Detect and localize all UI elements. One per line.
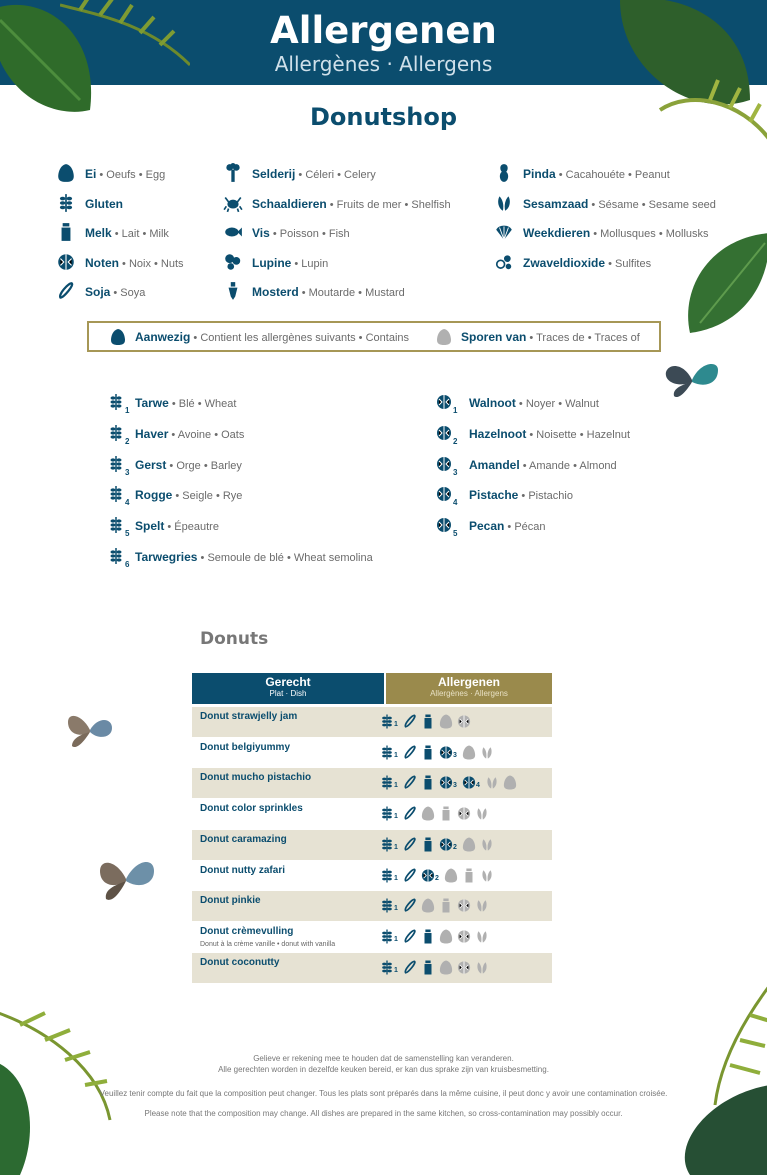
svg-text:6: 6 xyxy=(125,560,130,568)
allergen-name: Soja xyxy=(85,285,111,300)
dish-name: Donut nutty zafari xyxy=(200,864,285,876)
subscript: 1 xyxy=(394,843,398,851)
legend-traces: Sporen van • Traces de • Traces of xyxy=(461,330,640,344)
svg-text:2: 2 xyxy=(125,436,130,445)
soy-pod-icon xyxy=(403,713,417,730)
walnut-icon xyxy=(457,805,471,822)
wheat-icon xyxy=(56,193,76,213)
shell-icon xyxy=(494,222,514,242)
egg-trace-icon xyxy=(436,328,452,346)
milk-bottle-icon xyxy=(421,836,435,853)
walnut-icon xyxy=(457,713,471,730)
svg-text:5: 5 xyxy=(125,529,130,538)
dish-name: Donut crèmevulling xyxy=(200,925,294,937)
soy-pod-icon xyxy=(403,836,417,853)
sesame-icon xyxy=(475,897,489,914)
wheat-icon xyxy=(108,392,130,414)
butterfly-icon xyxy=(664,358,720,402)
table-row xyxy=(192,922,552,952)
subscript: 3 xyxy=(453,751,457,759)
legend-present: Aanwezig • Contient les allergènes suivants • Contains xyxy=(135,330,410,344)
subscript: 3 xyxy=(453,782,457,790)
sesame-icon xyxy=(485,774,499,791)
milk-bottle-icon xyxy=(439,897,453,914)
milk-bottle-icon xyxy=(421,774,435,791)
svg-text:4: 4 xyxy=(125,498,130,507)
sesame-icon xyxy=(475,928,489,945)
wheat-icon xyxy=(380,744,394,761)
milk-bottle-icon xyxy=(421,744,435,761)
allergen-name: Schaaldieren xyxy=(252,196,327,211)
soy-pod-icon xyxy=(403,959,417,976)
allergen-name: Ei xyxy=(85,167,97,181)
walnut-icon xyxy=(457,928,471,945)
egg-icon xyxy=(462,744,476,761)
subscript: 1 xyxy=(394,966,398,974)
sesame-icon xyxy=(480,836,494,853)
fish-icon xyxy=(223,222,243,242)
egg-icon xyxy=(421,897,435,914)
wheat-icon xyxy=(380,959,394,976)
wheat-icon xyxy=(108,423,130,445)
lupin-icon xyxy=(223,252,243,272)
mustard-icon xyxy=(223,281,243,301)
walnut-icon xyxy=(439,836,453,853)
walnut-icon xyxy=(436,423,458,445)
walnut-icon xyxy=(56,252,76,272)
milk-bottle-icon xyxy=(421,959,435,976)
sesame-icon xyxy=(480,744,494,761)
leaf-top-left-fern xyxy=(60,0,190,75)
walnut-icon xyxy=(436,515,458,537)
subscript: 1 xyxy=(394,935,398,943)
soy-pod-icon xyxy=(403,774,417,791)
dish-name: Donut strawjelly jam xyxy=(200,711,298,722)
table-row xyxy=(192,861,552,891)
butterfly-icon xyxy=(66,712,114,750)
milk-bottle-icon xyxy=(421,928,435,945)
sesame-icon xyxy=(475,805,489,822)
sesame-icon xyxy=(494,193,514,213)
sulfite-icon xyxy=(494,252,514,272)
table-row xyxy=(192,799,552,829)
soy-pod-icon xyxy=(403,897,417,914)
dish-name: Donut color sprinkles xyxy=(200,803,303,815)
walnut-icon xyxy=(439,744,453,761)
wheat-icon xyxy=(380,867,394,884)
wheat-icon xyxy=(380,897,394,914)
dish-name: Donut pinkie xyxy=(200,895,261,907)
leaf-bottom-right xyxy=(670,985,767,1175)
svg-text:5: 5 xyxy=(453,529,458,538)
egg-icon xyxy=(503,774,517,791)
legend-box xyxy=(87,321,661,352)
allergen-name: Melk xyxy=(85,226,112,241)
wheat-icon xyxy=(380,805,394,822)
egg-icon xyxy=(56,163,76,183)
table-row xyxy=(192,891,552,921)
footer-en: Please note that the composition may change. All dishes are prepared in the same kitchen, so cross-contamination may possibly occur. xyxy=(144,1109,623,1118)
subscript: 4 xyxy=(476,782,480,790)
soy-pod-icon xyxy=(403,805,417,822)
walnut-icon xyxy=(436,484,458,506)
wheat-icon xyxy=(108,515,130,537)
wheat-icon xyxy=(380,713,394,730)
egg-icon xyxy=(462,836,476,853)
subscript: 1 xyxy=(394,813,398,821)
footer-fr: Veuillez tenir compte du fait que la composition peut changer. Tous les plats sont préparés dans la même cuisine, il peut donc y avoir une contamination croisée. xyxy=(99,1089,668,1098)
soy-pod-icon xyxy=(403,867,417,884)
soy-pod-icon xyxy=(403,744,417,761)
allergen-name: Vis xyxy=(252,226,270,241)
wheat-icon xyxy=(108,484,130,506)
milk-bottle-icon xyxy=(462,867,476,884)
subscript: 1 xyxy=(394,905,398,913)
walnut-icon xyxy=(439,774,453,791)
page-subtitle: Allergènes · Allergens xyxy=(274,52,493,76)
egg-icon xyxy=(421,805,435,822)
svg-text:4: 4 xyxy=(453,498,458,507)
allergen-name: Gluten xyxy=(85,196,123,211)
subscript: 1 xyxy=(394,721,398,728)
subscript: 1 xyxy=(394,782,398,790)
walnut-icon xyxy=(436,454,458,476)
svg-text:1: 1 xyxy=(125,406,130,414)
table-row xyxy=(192,768,552,798)
allergen-name: Lupine xyxy=(252,255,292,270)
crab-icon xyxy=(223,193,243,213)
walnut-icon xyxy=(457,959,471,976)
egg-icon xyxy=(444,867,458,884)
allergen-name: Selderij xyxy=(252,167,296,181)
egg-icon xyxy=(439,713,453,730)
wheat-icon xyxy=(380,774,394,791)
dish-name: Donut coconutty xyxy=(200,956,280,968)
wheat-icon xyxy=(380,836,394,853)
egg-icon xyxy=(439,928,453,945)
column-header-allergens: Allergenen Allergènes · Allergens xyxy=(386,673,552,704)
allergen-name: Weekdieren xyxy=(523,226,591,241)
walnut-icon xyxy=(462,774,476,791)
dish-name: Donut mucho pistachio xyxy=(200,772,312,784)
soy-pod-icon xyxy=(56,281,76,301)
svg-text:1: 1 xyxy=(453,406,458,414)
subscript: 2 xyxy=(435,874,439,882)
table-row xyxy=(192,738,552,768)
sesame-icon xyxy=(475,959,489,976)
svg-text:2: 2 xyxy=(453,436,458,445)
page-title: Allergenen xyxy=(270,9,497,52)
wheat-icon xyxy=(108,546,130,568)
walnut-icon xyxy=(436,392,458,414)
dish-note: Donut à la crème vanille • donut with vanilla xyxy=(200,940,336,948)
butterfly-icon xyxy=(98,855,156,905)
dish-name: Donut caramazing xyxy=(200,833,287,845)
celery-icon xyxy=(223,163,243,183)
column-header-dish: Gerecht Plat · Dish xyxy=(192,673,384,704)
egg-icon xyxy=(110,328,126,346)
peanut-icon xyxy=(494,163,514,183)
table-row xyxy=(192,707,552,737)
dish-name: Donut belgiyummy xyxy=(200,741,291,753)
walnut-icon xyxy=(421,867,435,884)
soy-pod-icon xyxy=(403,928,417,945)
svg-text:3: 3 xyxy=(453,467,458,476)
allergen-name: Noten xyxy=(85,255,119,270)
leaf-bottom-left xyxy=(0,980,120,1175)
allergen-name: Mosterd xyxy=(252,285,299,300)
svg-text:3: 3 xyxy=(125,467,130,476)
allergen-name: Pinda xyxy=(523,167,556,181)
sesame-icon xyxy=(480,867,494,884)
milk-bottle-icon xyxy=(439,805,453,822)
footer-nl xyxy=(0,1053,767,1075)
egg-icon xyxy=(439,959,453,976)
leaf-right-middle xyxy=(680,228,767,338)
wheat-icon xyxy=(108,454,130,476)
table-row xyxy=(192,830,552,860)
subscript: 1 xyxy=(394,874,398,882)
allergen-name: Zwaveldioxide xyxy=(523,255,606,270)
milk-bottle-icon xyxy=(421,713,435,730)
shop-title: Donutshop xyxy=(309,103,458,131)
subscript: 1 xyxy=(394,751,398,759)
footer-text: Gelieve er rekening mee te houden dat de samenstelling kan veranderen. xyxy=(253,1054,514,1063)
allergen-name: Sesamzaad xyxy=(523,196,589,211)
milk-bottle-icon xyxy=(56,222,76,242)
footer-text: Alle gerechten worden in dezelfde keuken bereid, er kan dus sprake zijn van kruisbesmetting. xyxy=(218,1065,549,1074)
walnut-icon xyxy=(457,897,471,914)
table-row xyxy=(192,953,552,983)
wheat-icon xyxy=(380,928,394,945)
subscript: 2 xyxy=(453,843,457,851)
section-title: Donuts xyxy=(200,629,269,649)
